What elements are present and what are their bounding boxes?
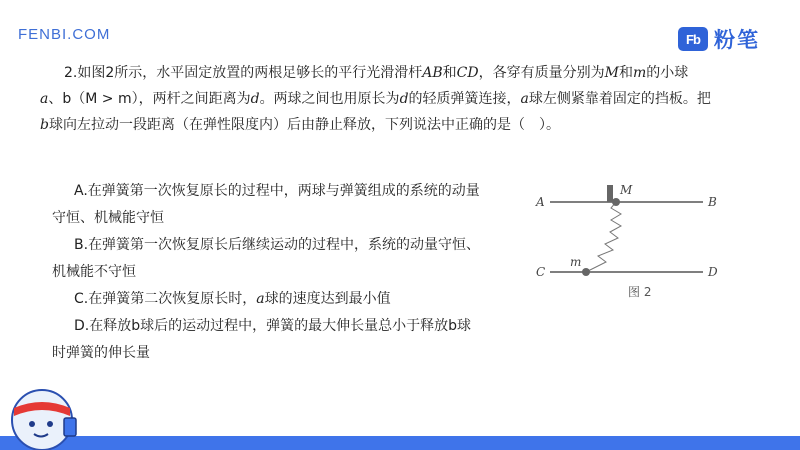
option-text: 在弹簧第一次恢复原长后继续运动的过程中，系统的动量守恒、机械能不守恒 bbox=[52, 237, 481, 280]
spring bbox=[586, 202, 621, 272]
option-c[interactable] bbox=[52, 286, 482, 313]
ball-a-label: a bbox=[256, 291, 265, 307]
question-text: ，各穿有质量分别为 bbox=[478, 65, 605, 81]
option-b[interactable] bbox=[52, 232, 482, 286]
label-d-end: D bbox=[708, 265, 718, 279]
question-text: 球左侧紧靠着固定的挡板。把 bbox=[528, 91, 711, 107]
label-b-end: B bbox=[708, 195, 717, 209]
ball-b bbox=[582, 268, 590, 276]
option-text: 在弹簧第二次恢复原长时， bbox=[88, 291, 257, 307]
mass-m-big: M bbox=[604, 65, 619, 81]
rod-cd-label: CD bbox=[456, 65, 479, 81]
question-text: 。两球之间也用原长为 bbox=[259, 91, 400, 107]
option-text: 在弹簧第一次恢复原长的过程中，两球与弹簧组成的系统的动量守恒、机械能守恒 bbox=[52, 183, 480, 226]
mass-m-small: m bbox=[632, 65, 647, 81]
question-text: 球向左拉动一段距离（在弹性限度内）后由静止释放，下列说法中正确的是（ ）。 bbox=[48, 117, 560, 133]
brand-mark-icon: Fb bbox=[678, 27, 708, 51]
label-mass-small: m bbox=[570, 255, 582, 269]
ball-a bbox=[612, 198, 620, 206]
question-text: 的轻质弹簧连接， bbox=[408, 91, 521, 107]
site-logo-text: FENBI.COM bbox=[18, 26, 111, 43]
label-mass-big: M bbox=[620, 183, 633, 197]
rod-ab-label: AB bbox=[422, 65, 443, 81]
ball-b-label: b bbox=[40, 117, 49, 133]
option-key: A. bbox=[74, 183, 88, 199]
option-key: D. bbox=[74, 318, 90, 334]
ball-a-label: a bbox=[520, 91, 529, 107]
question-text: 、b（M > m），两杆之间距离为 bbox=[48, 91, 251, 107]
brand-logo bbox=[678, 24, 760, 54]
label-a-end: A bbox=[536, 195, 545, 209]
answer-options bbox=[52, 178, 482, 367]
option-key: B. bbox=[74, 237, 89, 253]
question-number: 2. bbox=[64, 65, 78, 81]
option-text: 球的速度达到最小值 bbox=[264, 291, 391, 307]
option-key: C. bbox=[74, 291, 89, 307]
brand-name: 粉笔 bbox=[714, 28, 760, 52]
option-text: 在释放b球后的运动过程中，弹簧的最大伸长量总小于释放b球时弹簧的伸长量 bbox=[52, 318, 472, 361]
question-text: 如图2所示，水平固定放置的两根足够长的平行光滑滑杆 bbox=[77, 65, 423, 81]
question-stem bbox=[40, 60, 770, 138]
question-text: 的小球 bbox=[646, 65, 689, 81]
option-a[interactable] bbox=[52, 178, 482, 232]
ball-a-label: a bbox=[40, 91, 49, 107]
figure-2-diagram bbox=[528, 180, 738, 310]
distance-d: d bbox=[399, 91, 409, 107]
bottom-bar bbox=[0, 436, 800, 450]
question-text: 和 bbox=[618, 65, 633, 81]
distance-d: d bbox=[250, 91, 260, 107]
figure-caption: 图 2 bbox=[628, 285, 652, 299]
option-d[interactable] bbox=[52, 313, 482, 367]
mascot-icon bbox=[4, 360, 84, 450]
label-c-end: C bbox=[536, 265, 546, 279]
stopper-plate bbox=[607, 185, 613, 202]
question-text: 和 bbox=[442, 65, 457, 81]
